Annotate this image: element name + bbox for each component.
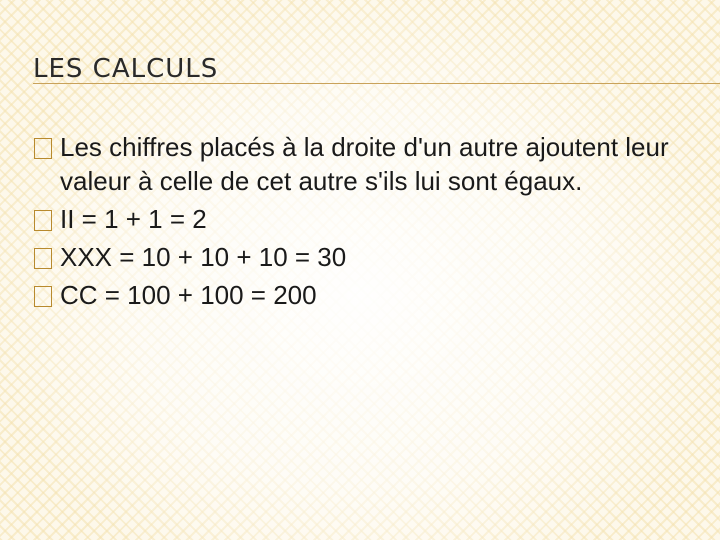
bullet-text: II = 1 + 1 = 2 [60,204,207,234]
title-underline [33,83,720,84]
square-bullet-icon [34,138,52,159]
slide-title: LES CALCULS [33,54,219,84]
square-bullet-icon [34,210,52,231]
square-bullet-icon [34,286,52,307]
square-bullet-icon [34,248,52,269]
bullet-item [34,240,694,274]
bullet-text: CC = 100 + 100 = 200 [60,280,317,310]
bullet-text: Les chiffres placés à la droite d'un autre ajoutent leur valeur à celle de cet autre s'ils lui sont égaux. [60,132,669,196]
bullet-list [34,130,694,316]
bullet-text: XXX = 10 + 10 + 10 = 30 [60,242,347,272]
bullet-item [34,130,694,198]
bullet-item [34,278,694,312]
bullet-item [34,202,694,236]
